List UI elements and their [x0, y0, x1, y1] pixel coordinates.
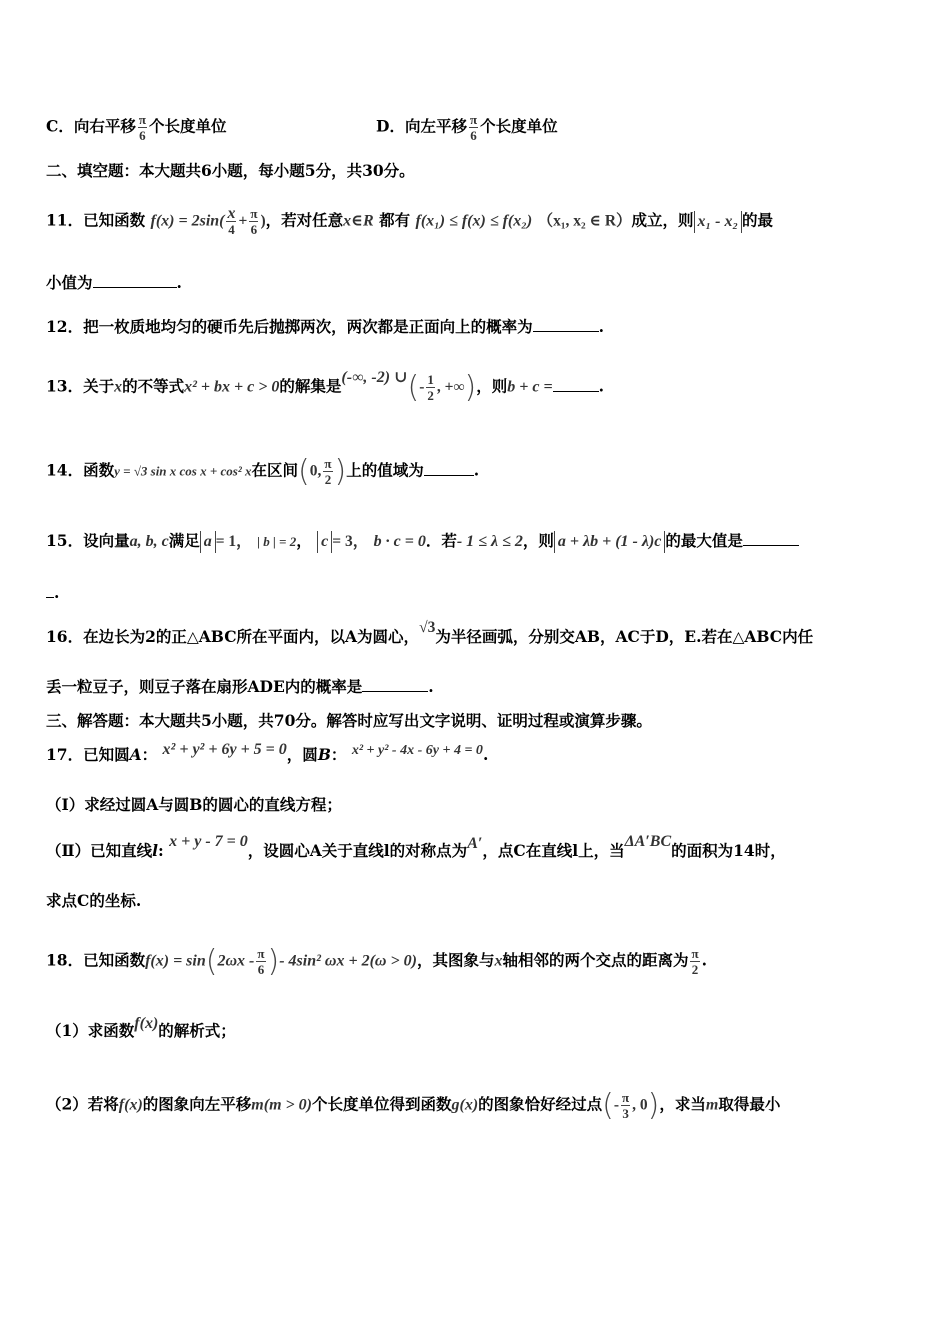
answer-blank — [46, 585, 54, 598]
section-3-heading: 三、解答题：本大题共5小题，共70分。解答时应写出文字说明、证明过程或演算步骤。 — [46, 711, 652, 730]
section-2-heading: 二、填空题：本大题共6小题，每小题5分，共30分。 — [46, 161, 415, 180]
answer-blank — [424, 463, 474, 476]
fraction: $\frac{\pi}{6}$ — [138, 112, 146, 143]
question-12: 12．把一枚质地均匀的硬币先后抛掷两次，两次都是正面向上的概率为 . — [46, 317, 604, 336]
question-17: 17．已知圆A： x² + y² + 6y + 5 = 0，圆B： x² + y² - 4x - 6y + 4 = 0. — [46, 741, 489, 764]
q10-option-d: D．向左平移 $\frac{\pi}{6}$ 个长度单位 — [376, 112, 558, 143]
answer-blank — [533, 319, 599, 332]
fraction: $\frac{\pi}{6}$ — [469, 112, 478, 143]
question-16: 16．在边长为2的正△ABC所在平面内，以A为圆心，√3为半径画弧，分别交AB，AC于D，E.若在△ABC内任 — [46, 619, 814, 646]
question-13: 13．关于x的不等式x² + bx + c > 0的解集是(-∞, -2) ∪(- $\frac{1}{2}$ , +∞)，则b + c = . — [46, 368, 604, 405]
question-18: 18．已知函数f(x) = sin(2ωx - $\frac{\pi}{6}$ )- 4sin² ωx + 2(ω > 0)，其图象与x轴相邻的两个交点的距离为 $\frac{\pi}{2}$ . — [46, 943, 708, 979]
answer-blank — [93, 275, 177, 288]
question-11-line2: 小值为 . — [46, 273, 182, 292]
q10-option-c: C．向右平移 $\frac{\pi}{6}$ 个长度单位 — [46, 112, 227, 143]
question-15: 15．设向量a, b, c满足 a = 1， | b | = 2， c = 3， b · c = 0．若- 1 ≤ λ ≤ 2，则 a + λb + (1 - λ)c 的最大值是 — [46, 528, 910, 555]
answer-blank — [553, 379, 599, 392]
question-11: 11．已知函数 f(x) = 2sin( $\frac{x}{4}$ + $\frac{\pi}{6}$ )，若对任意x∈R 都有 f(x₁) ≤ f(x) ≤ f(x₂) （x₁, x₂ ∈ R）成立，则 x₁ - x₂ 的最 — [46, 205, 774, 237]
question-15-line2: . — [46, 580, 910, 606]
question-14: 14．函数y = √3 sin x cos x + cos² x在区间(0, $\frac{\pi}{2}$ )上的值域为 . — [46, 453, 480, 489]
answer-blank — [743, 533, 799, 546]
question-16-line2: 丢一粒豆子，则豆子落在扇形ADE内的概率是 . — [46, 677, 434, 696]
question-17-part2: （Ⅱ）已知直线l: x + y - 7 = 0，设圆心A关于直线l的对称点为A′，点C在直线l上，当ΔA′BC的面积为14时， — [46, 833, 786, 860]
question-17-part1: （Ⅰ）求经过圆A与圆B的圆心的直线方程； — [46, 795, 342, 814]
question-18-part2: （2）若将f(x)的图象向左平移m(m > 0)个长度单位得到函数g(x)的图象恰好经过点(- $\frac{\pi}{3}$ , 0)，求当m取得最小 — [46, 1087, 781, 1123]
question-17-part2-line2: 求点C的坐标. — [46, 891, 142, 910]
question-18-part1: （1）求函数f(x)的解析式； — [46, 1015, 236, 1040]
answer-blank — [362, 679, 428, 692]
